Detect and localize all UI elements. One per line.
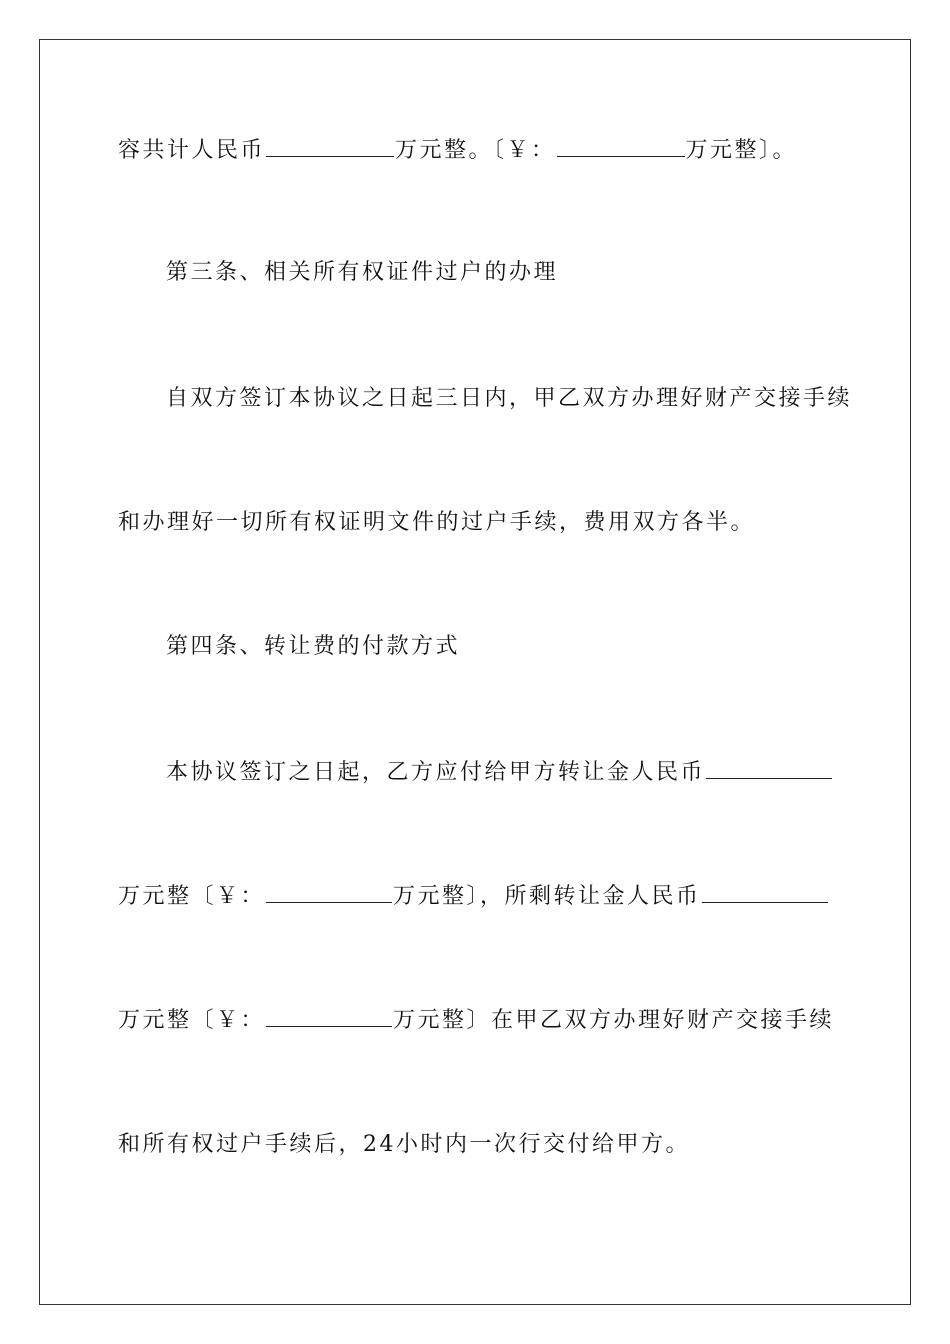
text-fragment: 万元整。〔￥： [395, 138, 556, 163]
blank-line [706, 758, 832, 779]
article-4-paragraph-line [118, 882, 838, 912]
text-fragment: 容共计人民币 [118, 138, 266, 163]
text-fragment: 本协议签订之日起，乙方应付给甲方转让金人民币 [166, 760, 706, 785]
blank-line [266, 882, 392, 903]
article-4-paragraph-line [118, 1006, 838, 1036]
article-3-heading: 第三条、相关所有权证件过户的办理 [166, 260, 559, 285]
article-3-paragraph-line: 和办理好一切所有权证明文件的过户手续，费用双方各半。 [118, 510, 756, 535]
article-4-paragraph-line [166, 758, 886, 788]
blank-line [266, 136, 394, 157]
article-3-paragraph-line: 自双方签订本协议之日起三日内，甲乙双方办理好财产交接手续 [166, 386, 853, 411]
text-line-total-amount [118, 136, 838, 166]
article-4-paragraph-line: 和所有权过户手续后，24小时内一次行交付给甲方。 [118, 1132, 690, 1157]
text-fragment: 万元整〔￥： [118, 884, 266, 909]
blank-line [266, 1006, 392, 1027]
blank-line [702, 882, 828, 903]
page-frame [39, 39, 911, 1305]
text-fragment: 万元整〔￥： [118, 1008, 266, 1033]
text-fragment: 万元整〕。 [685, 138, 798, 163]
blank-line [557, 136, 685, 157]
text-fragment: 万元整〕在甲乙双方办理好财产交接手续 [393, 1008, 835, 1033]
article-4-heading: 第四条、转让费的付款方式 [166, 634, 461, 659]
text-fragment: 万元整〕，所剩转让金人民币 [393, 884, 701, 909]
